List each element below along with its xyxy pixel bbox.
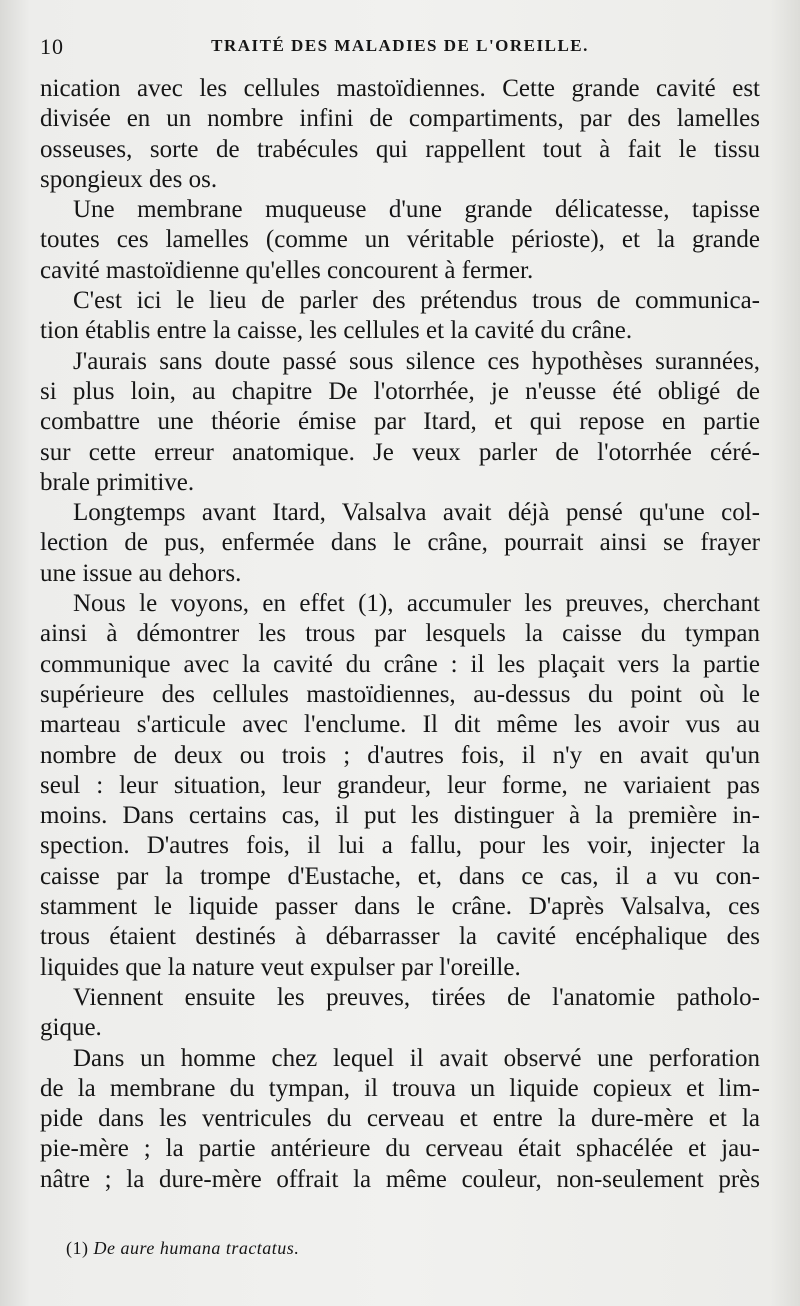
- text-line: C'est ici le lieu de parler des prétendus trous de communica-: [73, 287, 760, 315]
- running-title: TRAITÉ DES MALADIES DE L'OREILLE.: [211, 36, 589, 55]
- text-line: pide dans les ventricules du cerveau et entre la dure-mère et la: [40, 1105, 760, 1133]
- text-line: gique.: [40, 1014, 102, 1042]
- text-line: stamment le liquide passer dans le crâne. D'après Valsalva, ces: [40, 893, 760, 921]
- text-line: Longtemps avant Itard, Valsalva avait déjà pensé qu'une col-: [73, 499, 760, 527]
- text-line: cavité mastoïdienne qu'elles concourent à fermer.: [40, 256, 534, 284]
- text-line: J'aurais sans doute passé sous silence ces hypothèses surannées,: [73, 347, 760, 375]
- text-line: de la membrane du tympan, il trouva un liquide copieux et lim-: [40, 1074, 760, 1102]
- text-line: osseuses, sorte de trabécules qui rappellent tout à fait le tissu: [40, 135, 760, 163]
- text-line: divisée en un nombre infini de compartiments, par des lamelles: [40, 105, 760, 133]
- text-line: nombre de deux ou trois ; d'autres fois, il n'y en avait qu'un: [40, 741, 760, 769]
- text-line: Nous le voyons, en effet (1), accumuler les preuves, cherchant: [73, 590, 760, 618]
- text-line: nâtre ; la dure-mère offrait la même couleur, non-seulement près: [40, 1165, 760, 1193]
- text-line: pie-mère ; la partie antérieure du cerveau était sphacélée et jau-: [40, 1135, 760, 1163]
- text-line: Dans un homme chez lequel il avait observé une perforation: [73, 1044, 760, 1072]
- text-line: caisse par la trompe d'Eustache, et, dans ce cas, il a vu con-: [40, 862, 760, 890]
- text-line: liquides que la nature veut expulser par l'oreille.: [40, 953, 521, 981]
- page-number: 10: [40, 34, 64, 59]
- text-line: seul : leur situation, leur grandeur, leur forme, ne variaient pas: [40, 771, 760, 799]
- text-line: une issue au dehors.: [40, 559, 242, 587]
- text-line: marteau s'articule avec l'enclume. Il dit même les avoir vus au: [40, 711, 760, 739]
- running-head: [40, 34, 760, 64]
- text-line: sur cette erreur anatomique. Je veux parler de l'otorrhée céré-: [40, 438, 760, 466]
- text-line: communique avec la cavité du crâne : il les plaçait vers la partie: [40, 650, 760, 678]
- text-line: brale primitive.: [40, 468, 195, 496]
- text-line: combattre une théorie émise par Itard, et qui repose en partie: [40, 408, 760, 436]
- text-line: spongieux des os.: [40, 165, 218, 193]
- text-line: tion établis entre la caisse, les cellules et la cavité du crâne.: [40, 317, 633, 345]
- text-line: spection. D'autres fois, il lui a fallu, pour les voir, injecter la: [40, 832, 760, 860]
- text-line: Une membrane muqueuse d'une grande délicatesse, tapisse: [73, 196, 760, 224]
- text-line: lection de pus, enfermée dans le crâne, pourrait ainsi se frayer: [40, 529, 760, 557]
- text-line: nication avec les cellules mastoïdiennes. Cette grande cavité est: [40, 75, 760, 102]
- footnote: [66, 1238, 299, 1259]
- text-line: supérieure des cellules mastoïdiennes, au-dessus du point où le: [40, 680, 760, 708]
- text-line: moins. Dans certains cas, il put les distinguer à la première in-: [40, 802, 760, 830]
- text-line: toutes ces lamelles (comme un véritable périoste), et la grande: [40, 226, 760, 254]
- text-line: trous étaient destinés à débarrasser la cavité encéphalique des: [40, 923, 760, 951]
- body-text: [40, 74, 760, 1195]
- footnote-mark: (1): [66, 1238, 89, 1258]
- footnote-text: De aure humana tractatus.: [93, 1238, 300, 1258]
- text-line: si plus loin, au chapitre De l'otorrhée, je n'eusse été obligé de: [40, 377, 760, 405]
- text-line: ainsi à démontrer les trous par lesquels la caisse du tympan: [40, 620, 760, 648]
- text-line: Viennent ensuite les preuves, tirées de l'anatomie patholo-: [73, 983, 760, 1011]
